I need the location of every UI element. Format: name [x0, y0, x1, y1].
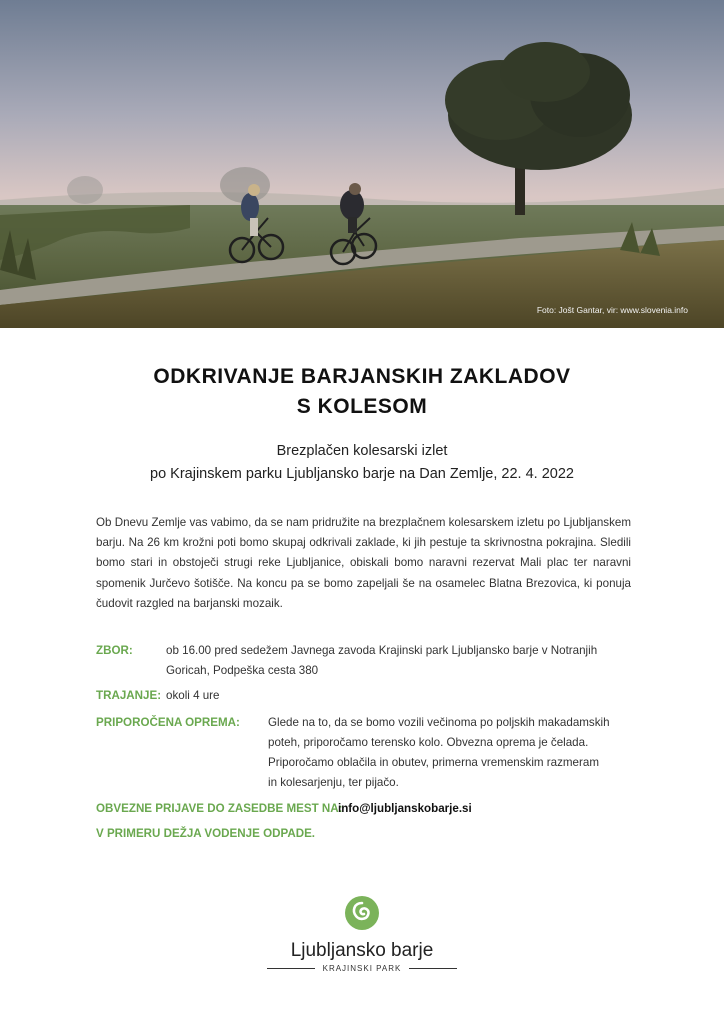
park-logo — [0, 895, 724, 973]
logo-divider-right — [409, 968, 457, 969]
page-title — [0, 362, 724, 422]
oprema-line-1: Glede na to, da se bomo vozili večinoma po poljskih makadamskih — [268, 716, 610, 729]
trajanje-label: TRAJANJE: — [96, 689, 162, 702]
subtitle-line-1: Brezplačen kolesarski izlet — [276, 443, 448, 459]
prijave-label: OBVEZNE PRIJAVE DO ZASEDBE MEST NA: — [96, 802, 343, 815]
swirl-logo-icon — [344, 895, 380, 931]
oprema-line-2: poteh, priporočamo terensko kolo. Obvezna oprema je čelada. — [268, 736, 589, 749]
title-line-1: ODKRIVANJE BARJANSKIH ZAKLADOV — [153, 365, 571, 388]
zbor-line-1: ob 16.00 pred sedežem Javnega zavoda Krajinski park Ljubljansko barje v Notranjih — [166, 644, 598, 657]
subtitle-line-2: po Krajinskem parku Ljubljansko barje na Dan Zemlje, 22. 4. 2022 — [150, 466, 574, 482]
zbor-line-2: Goricah, Podpeška cesta 380 — [166, 664, 319, 677]
zbor-value — [166, 641, 636, 681]
logo-subtitle — [0, 964, 724, 973]
oprema-line-4: in kolesarjenju, ter pijačo. — [268, 776, 399, 789]
zbor-label: ZBOR: — [96, 644, 133, 657]
cyclists-landscape-image — [0, 0, 724, 328]
title-line-2: S KOLESOM — [296, 395, 428, 418]
logo-divider-left — [267, 968, 315, 969]
prijave-email-link[interactable]: info@ljubljanskobarje.si — [338, 802, 472, 815]
logo-name: Ljubljansko barje — [290, 940, 434, 961]
hero-photo — [0, 0, 724, 328]
intro-paragraph: Ob Dnevu Zemlje vas vabimo, da se nam pridružite na brezplačnem kolesarskem izletu po Ljubljanskem barju. Na 26 km krožni poti bomo skupaj odkrivali zaklade, ki jih pestuje ta skrivnostna pokrajina. Sledili bomo stari in obstoječi strugi reke Ljubljanice, obiskali bomo naravni rezervat Mali plac ter naravni spomenik Jurčevo šotišče. Na koncu pa se bomo zapeljali še na osamelec Blatna Brezovica, ki ponuja čudovit razgled na barjanski mozaik. — [96, 516, 631, 610]
trajanje-value: okoli 4 ure — [166, 689, 220, 702]
photo-credit: Foto: Jošt Gantar, vir: www.slovenia.info — [536, 305, 688, 315]
oprema-value — [268, 713, 638, 793]
rain-notice: V PRIMERU DEŽJA VODENJE ODPADE. — [96, 827, 316, 840]
oprema-line-3: Priporočamo oblačila in obutev, primerna vremenskim razmeram — [268, 756, 599, 769]
logo-sub-text: KRAJINSKI PARK — [322, 964, 402, 973]
oprema-label: PRIPOROČENA OPREMA: — [96, 716, 240, 729]
subtitle — [0, 440, 724, 486]
